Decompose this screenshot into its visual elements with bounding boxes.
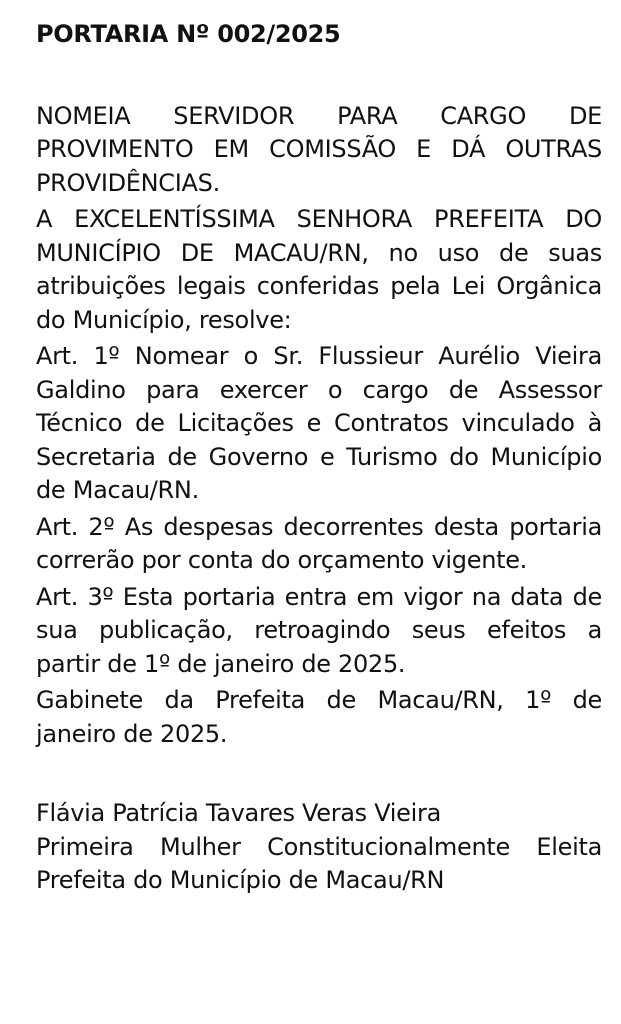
preamble: A EXCELENTÍSSIMA SENHORA PREFEITA DO MUNICÍPIO DE MACAU/RN, no uso de suas atribuições legais conferidas pela Lei Orgânica do Município, resolve: — [36, 205, 602, 334]
signature-spacer — [36, 751, 602, 797]
title-spacer — [36, 52, 602, 100]
signatory-name: Flávia Patrícia Tavares Veras Vieira — [36, 799, 441, 827]
article-2: Art. 2º As despesas decorrentes desta portaria correrão por conta do orçamento vigente. — [36, 512, 602, 574]
document-title: PORTARIA Nº 002/2025 — [36, 20, 341, 48]
article-3: Art. 3º Esta portaria entra em vigor na data de sua publicação, retroagindo seus efeitos a partir de 1º de janeiro de 2025. — [36, 582, 602, 678]
signatory-role: Primeira Mulher Constitucionalmente Eleita Prefeita do Município de Macau/RN — [36, 832, 602, 894]
portaria-document — [36, 18, 602, 898]
article-1: Art. 1º Nomear o Sr. Flussieur Aurélio Vieira Galdino para exercer o cargo de Assessor Técnico de Licitações e Contratos vinculado à Secretaria de Governo e Turismo do Município de Macau/RN. — [36, 342, 602, 504]
ementa: NOMEIA SERVIDOR PARA CARGO DE PROVIMENTO EM COMISSÃO E DÁ OUTRAS PROVIDÊNCIAS. — [36, 101, 602, 197]
closing-date-line: Gabinete da Prefeita de Macau/RN, 1º de janeiro de 2025. — [36, 686, 602, 748]
